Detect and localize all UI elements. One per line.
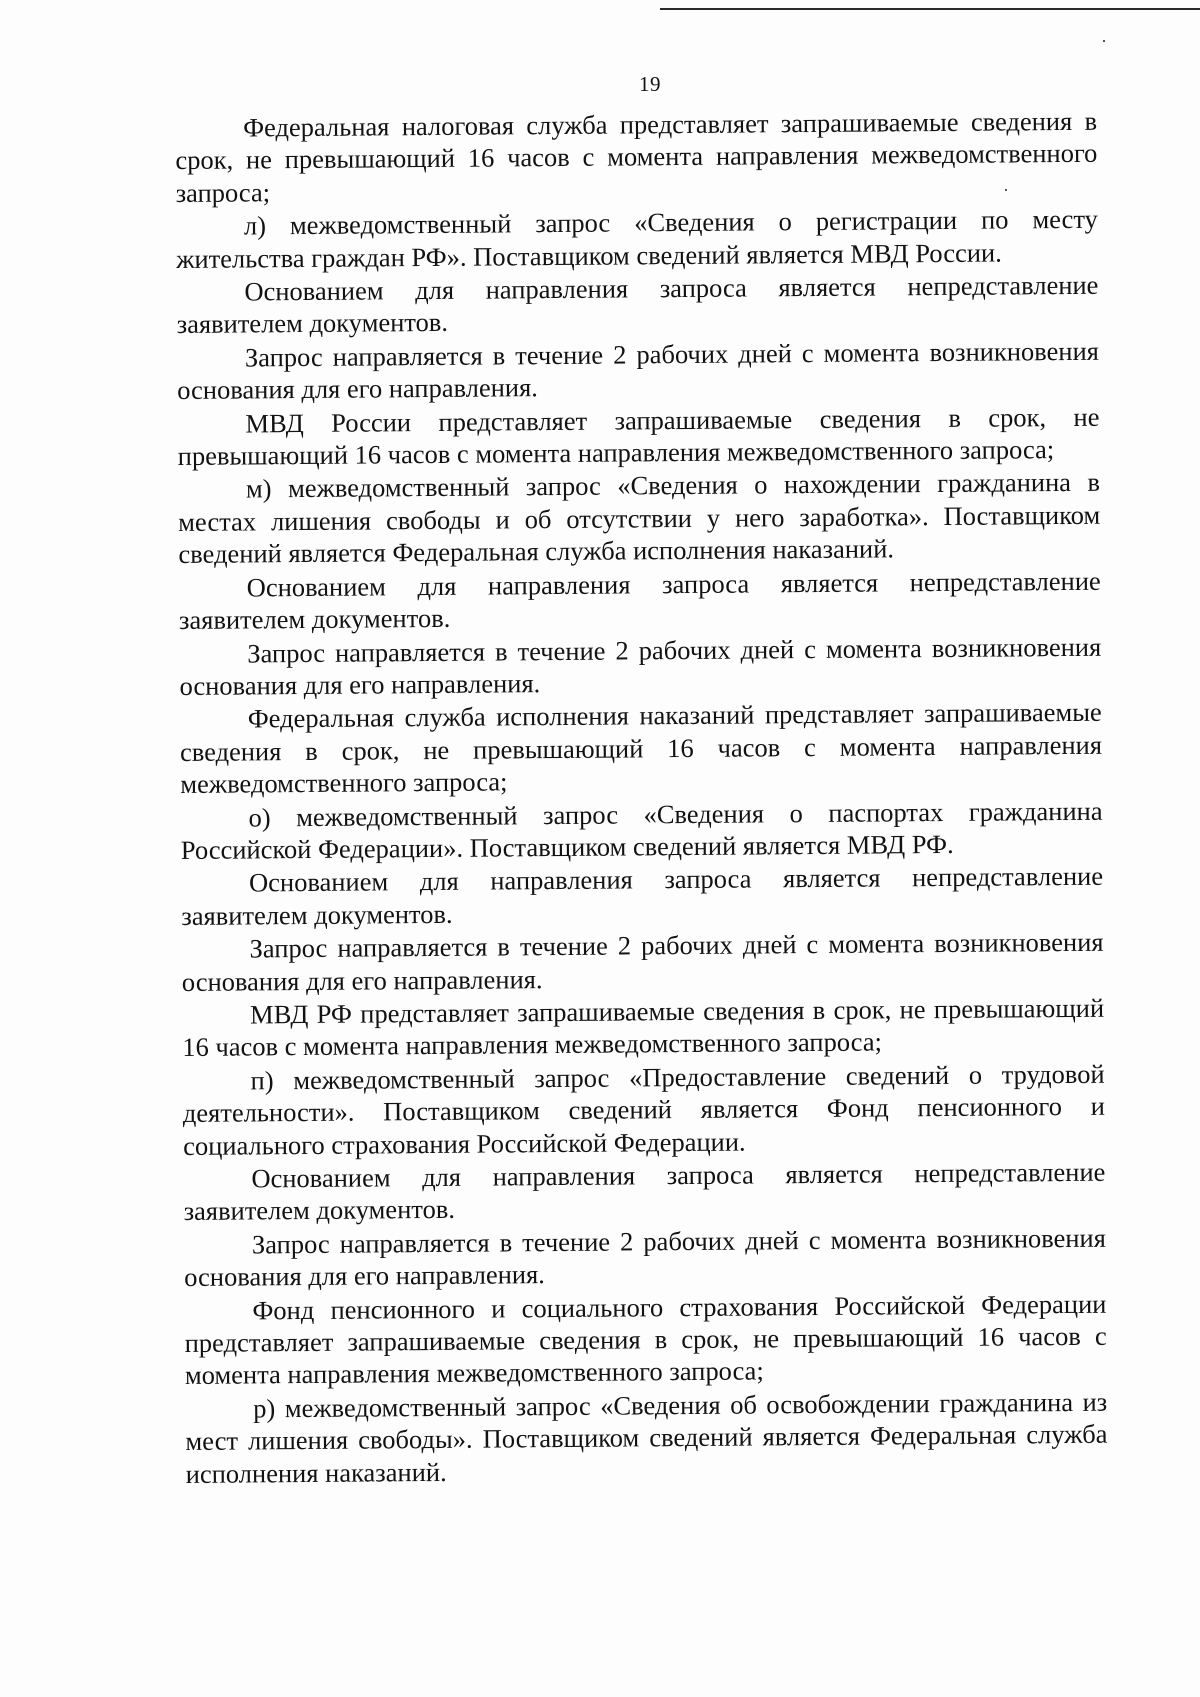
scan-speck	[1103, 40, 1105, 42]
paragraph: Основанием для направления запроса является непредставление заявителем документов.	[183, 1156, 1106, 1227]
paragraph: Запрос направляется в течение 2 рабочих дней с момента возникновения основания для его направления.	[179, 631, 1102, 701]
paragraph: МВД России представляет запрашиваемые сведения в срок, не превышающий 16 часов с момента направления межведомственного запроса;	[177, 401, 1100, 472]
paragraph: Федеральная служба исполнения наказаний представляет запрашиваемые сведения в срок, не превышающий 16 часов с момента направления межведомственного запроса;	[179, 697, 1103, 800]
paragraph: м) межведомственный запрос «Сведения о нахождении гражданина в местах лишения свободы и об отсутствии у него заработка». Поставщиком сведений является Федеральная служба исполнения наказаний.	[178, 467, 1101, 570]
paragraph: Основанием для направления запроса является непредставление заявителем документов.	[176, 269, 1099, 340]
paragraph: Запрос направляется в течение 2 рабочих дней с момента возникновения основания для его направления.	[177, 335, 1100, 406]
scan-edge-line	[660, 8, 1200, 10]
page-number: 19	[639, 72, 661, 96]
paragraph: р) межведомственный запрос «Сведения об освобождении гражданина из мест лишения свободы». Поставщиком сведений является Федеральная служба исполнения наказаний.	[185, 1386, 1108, 1489]
paragraph: Федеральная налоговая служба представляет запрашиваемые сведения в срок, не превышающий 16 часов с момента направления межведомственного запроса;	[175, 105, 1098, 208]
document-body	[175, 105, 1108, 1491]
paragraph: Запрос направляется в течение 2 рабочих дней с момента возникновения основания для его направления.	[184, 1222, 1106, 1293]
paragraph: Фонд пенсионного и социального страхования Российской Федерации представляет запрашиваемые сведения в срок, не превышающий 16 часов с момента направления межведомственного запроса;	[184, 1288, 1107, 1391]
paragraph: Запрос направляется в течение 2 рабочих дней с момента возникновения основания для его направления.	[181, 926, 1104, 997]
paragraph: п) межведомственный запрос «Предоставление сведений о трудовой деятельности». Поставщиком сведений является Фонд пенсионного и социального страхования Российской Федерации.	[182, 1058, 1105, 1161]
paragraph: л) межведомственный запрос «Сведения о регистрации по месту жительства граждан РФ». Поставщиком сведений является МВД России.	[176, 203, 1098, 274]
paragraph: Основанием для направления запроса является непредставление заявителем документов.	[178, 565, 1101, 636]
paragraph: о) межведомственный запрос «Сведения о паспортах гражданина Российской Федерации». Поставщиком сведений является МВД РФ.	[180, 795, 1103, 865]
paragraph: Основанием для направления запроса является непредставление заявителем документов.	[181, 861, 1104, 931]
paragraph: МВД РФ представляет запрашиваемые сведения в срок, не превышающий 16 часов с момента направления межведомственного запроса;	[182, 992, 1105, 1063]
